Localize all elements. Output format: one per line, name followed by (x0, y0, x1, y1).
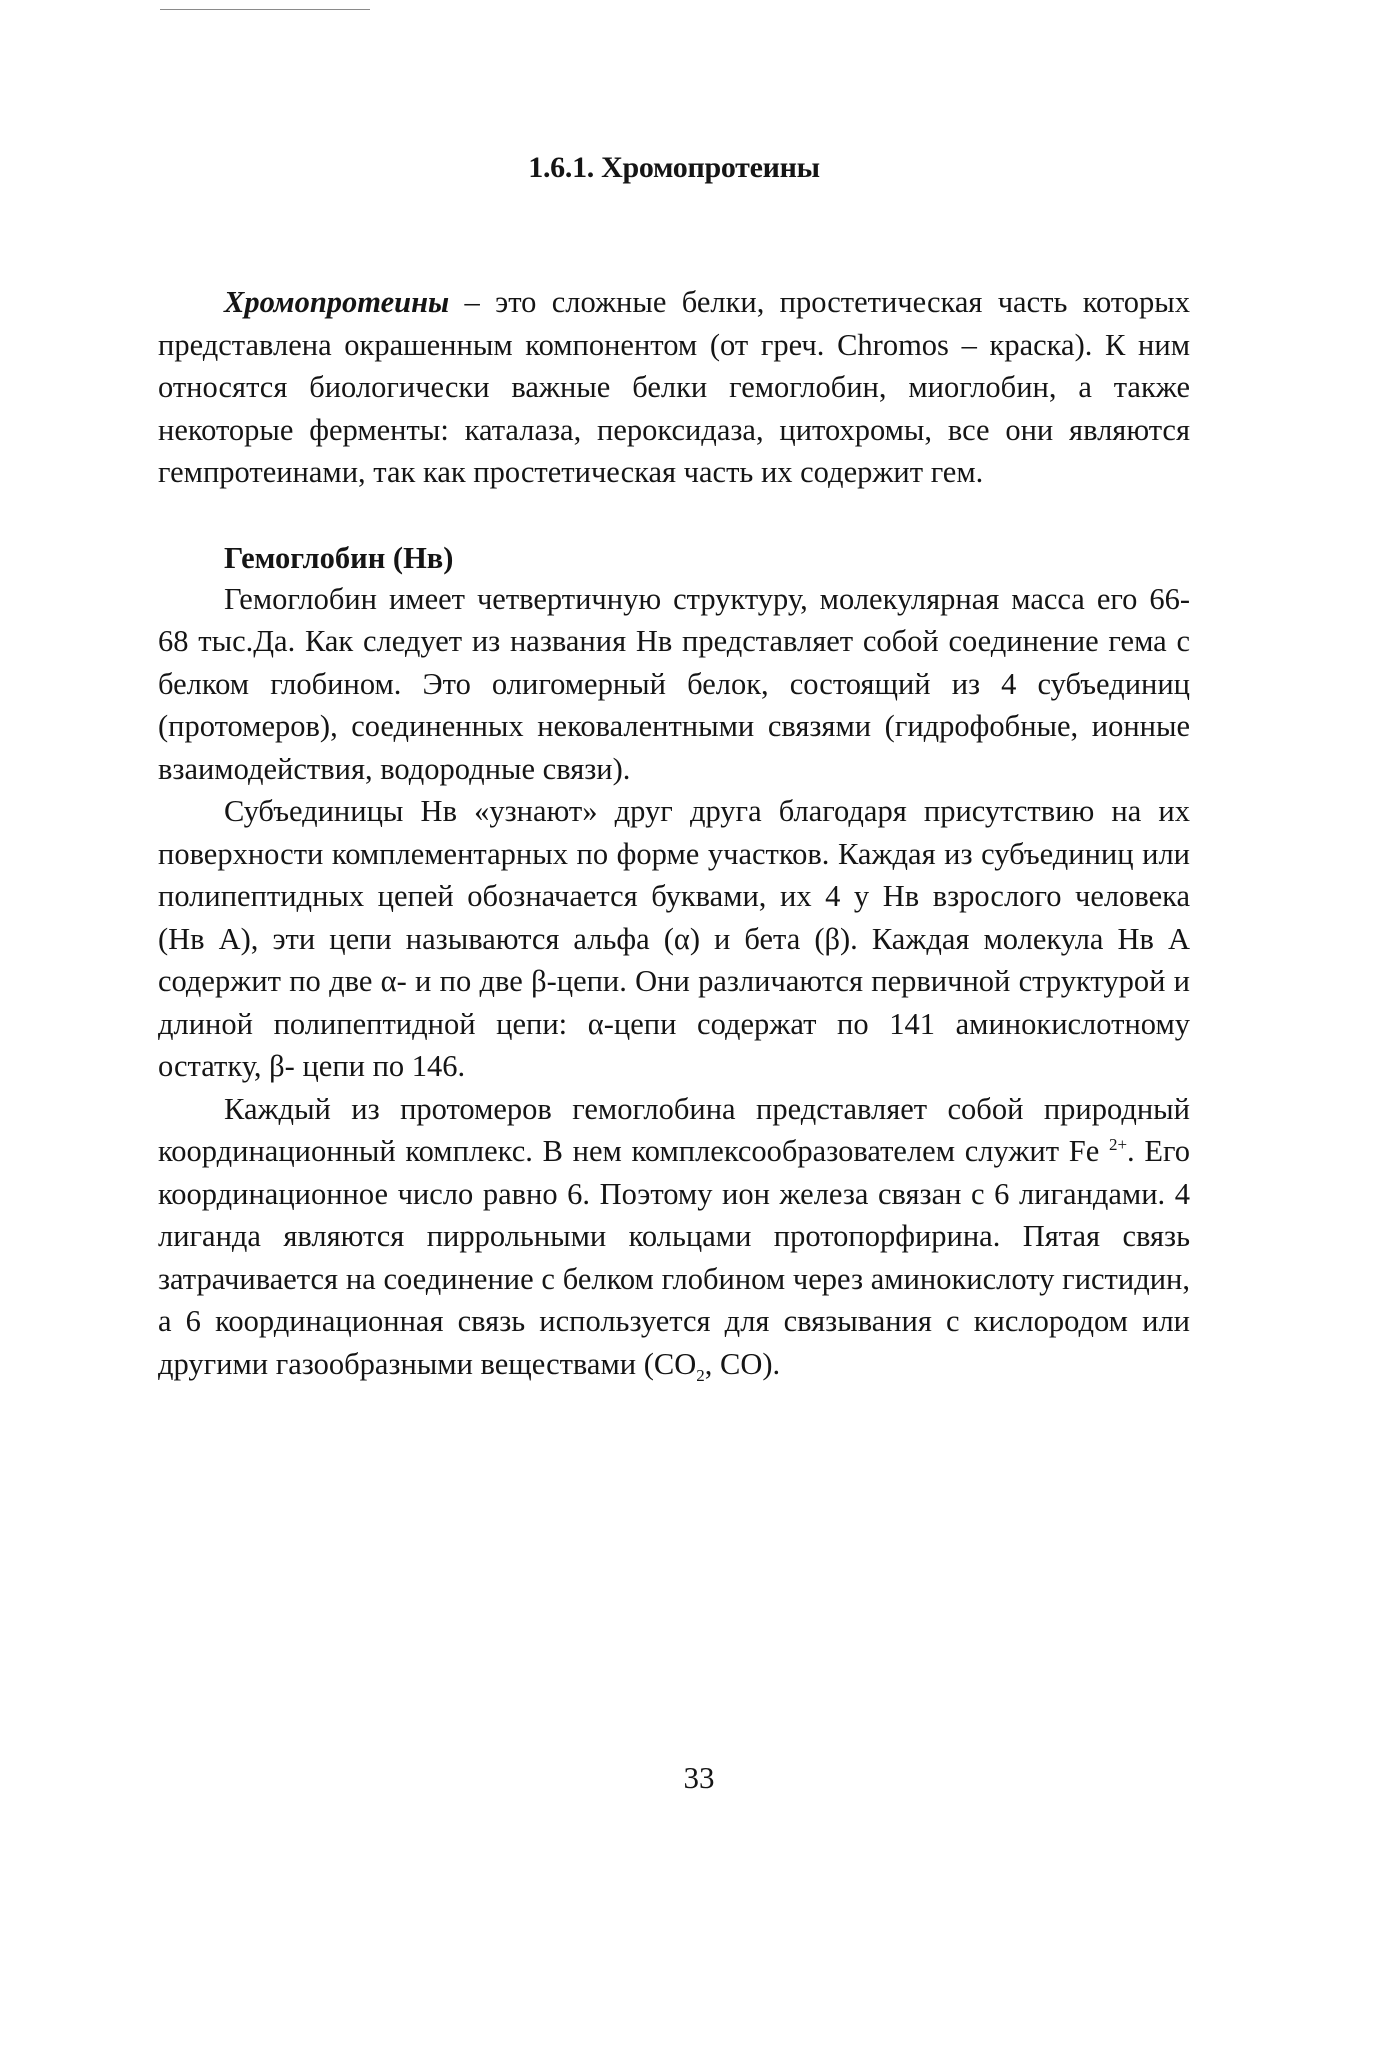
intro-paragraph (158, 281, 1190, 494)
iron-charge-superscript: 2+ (1108, 1134, 1128, 1154)
intro-text: – это сложные белки, простетическая часть которых представлена окрашенным компонентом (от греч. Chromos – краска). К ним относятся биологически важные белки гемоглобин, миоглобин, а также некоторые ферменты: каталаза, пероксидаза, цитохромы, все они являются гемпротеинами, так как простетическая часть их содержит гем. (158, 285, 1190, 489)
hemoglobin-paragraph-1: Гемоглобин имеет четвертичную структуру, молекулярная масса его 66-68 тыс.Да. Как следует из названия Нв представляет собой соединение гема с белком глобином. Это олигомерный белок, состоящий из 4 субъединиц (протомеров), соединенных нековалентными связями (гидрофобные, ионные взаимодействия, водородные связи). (158, 581, 1190, 786)
p3-part-3: , CO). (704, 1346, 781, 1381)
p3-part-1: Каждый из протомеров гемоглобина представляет собой природный координационный комплекс. В нем комплексообразователем служит Fe (158, 1091, 1190, 1168)
page-number: 33 (683, 1760, 715, 1795)
hemoglobin-paragraph-2: Субъединицы Нв «узнают» друг друга благодаря присутствию на их поверхности комплементарных по форме участков. Каждая из субъединиц или полипептидных цепей обозначается буквами, их 4 у Нв взрослого человека (Нв А), эти цепи называются альфа (α) и бета (β). Каждая молекула Нв А содержит по две α- и по две β-цепи. Они различаются первичной структурой и длиной полипептидной цепи: α-цепи содержат по 141 аминокислотному остатку, β- цепи по 146. (158, 794, 1190, 1083)
hemoglobin-paragraph-3 (158, 1088, 1190, 1386)
p3-part-2: . Его координационное число равно 6. Поэтому ион железа связан с 6 лигандами. 4 лиганда являются пиррольными кольцами протопорфирина. Пятая связь затрачивается на соединение с белком глобином через аминокислоту гистидин, а 6 координационная связь используется для связывания с кислородом или другими газообразными веществами (CO (158, 1134, 1190, 1381)
section-title: 1.6.1. Хромопротеины (528, 151, 820, 184)
intro-term: Хромопротеины (224, 285, 450, 319)
co2-subscript: 2 (696, 1365, 705, 1385)
page-body (158, 150, 1190, 1385)
top-rule (160, 9, 370, 10)
hemoglobin-heading: Гемоглобин (Нв) (224, 540, 454, 575)
